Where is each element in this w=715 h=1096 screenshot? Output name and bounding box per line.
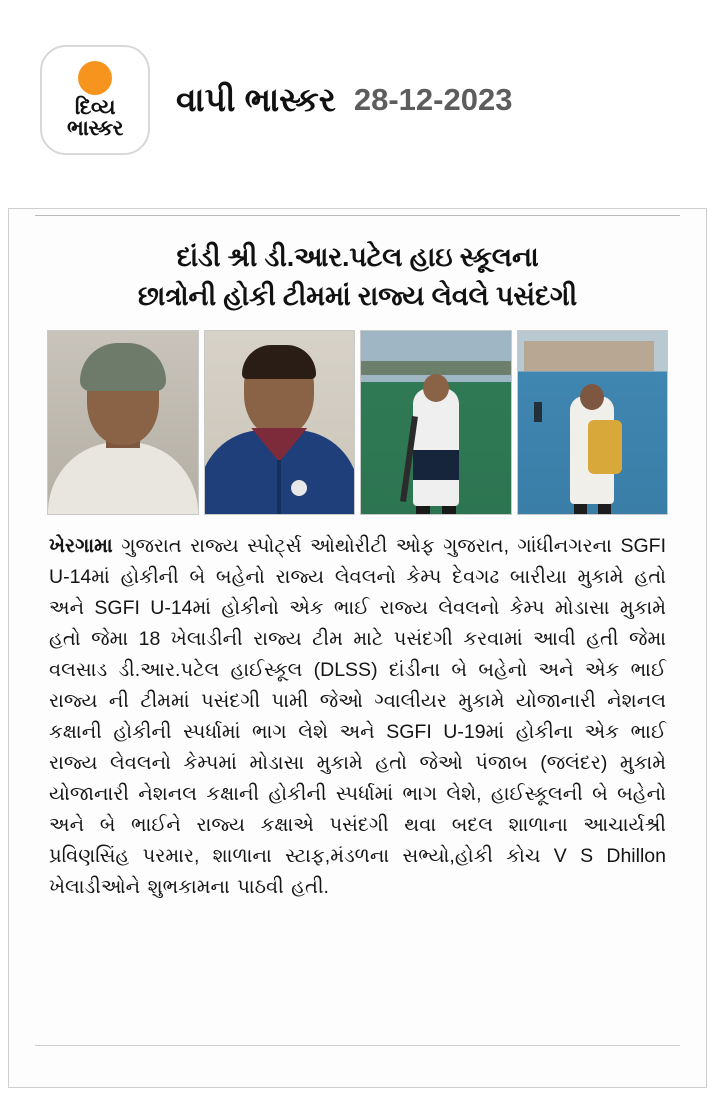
clipping-bottom-edge [9, 1087, 706, 1088]
photo2-zipper [277, 460, 281, 514]
edition-date: 28-12-2023 [353, 82, 513, 117]
photo4-building [524, 341, 654, 371]
photo3-shorts [413, 450, 459, 480]
photo3-torso [413, 388, 459, 506]
article-dateline: ખેરગામા [49, 535, 113, 557]
photo2-hair [242, 345, 316, 379]
article-body [49, 531, 666, 903]
divya-bhaskar-logo [40, 45, 150, 155]
photo-student-portrait-turban [47, 330, 199, 515]
divider-bottom [35, 1045, 680, 1046]
article-headline [43, 238, 672, 316]
sun-icon [78, 61, 112, 95]
photo4-distant-player [534, 402, 542, 422]
photo4-head [580, 384, 604, 410]
divider-top [35, 215, 680, 216]
edition-title: વાપી ભાસ્કર [176, 80, 336, 118]
photo4-kit-bag [588, 420, 622, 474]
photo3-treeline [361, 361, 511, 375]
article-body-text: ગુજરાત રાજ્ય સ્પોર્ટ્સ ઓથોરીટી ઓફ ગુજરાત, ગાંધીનગરના SGFI U-14માં હોકીની બે બહેનો રાજ્ય લેવલનો કેમ્પ દેવગઢ બારીયા મુકામે હતો અને SGFI U-14માં હોકીનો એક ભાઈ રાજ્ય લેવલનો કેમ્પ મોડાસા મુકામે હતો જેમા 18 ખેલાડીની રાજ્ય ટીમ માટે પસંદગી કરવામાં આવી હતી જેમા વલસાડ ડી.આર.પટેલ હાઈસ્કૂલ (DLSS) દાંડીના બે બહેનો અને એક ભાઈ રાજ્ય ની ટીમમાં પસંદગી પામી જેઓ ગ્વાલીયર મુકામે યોજાનારી નેશનલ કક્ષાની હોકીની સ્પર્ધામાં ભાગ લેશે અને SGFI U-19માં હોકીના એક ભાઈ રાજ્ય લેવલનો કેમ્પમાં મોડાસા મુકામે હતો જેઓ પંજાબ (જલંદર) મુકામે યોજાનારી નેશનલ કક્ષાની હોકીની સ્પર્ધામાં ભાગ લેશે, હાઈસ્કૂલની બે બહેનો અને બે ભાઈને રાજ્ય કક્ષાએ પસંદગી થવા બદલ શાળાના આચાર્યશ્રી પ્રવિણસિંહ પરમાર, શાળાના સ્ટાફ,મંડળના સભ્યો,હોકી કોચ V S Dhillon ખેલાડીઓને શુભકામના પાઠવી હતી. [49, 535, 666, 898]
logo-text-line2: ભાસ્કર [66, 117, 124, 140]
photo1-turban [80, 343, 166, 391]
photo3-head [423, 374, 449, 402]
masthead [0, 0, 715, 200]
headline-line-2: છાત્રોની હોકી ટીમમાં રાજ્ય લેવલે પસંદગી [137, 281, 578, 311]
photo-player-blue-turf [517, 330, 669, 515]
photo1-shirt [48, 442, 198, 514]
headline-line-1: દાંડી શ્રી ડી.આર.પટેલ હાઇ સ્કૂલના [176, 242, 539, 272]
newspaper-clipping [8, 208, 707, 1088]
photo-strip [47, 330, 668, 515]
photo-player-green-turf [360, 330, 512, 515]
logo-text-line1: દિવ્ય [74, 96, 116, 119]
photo-student-portrait-tracksuit [204, 330, 356, 515]
